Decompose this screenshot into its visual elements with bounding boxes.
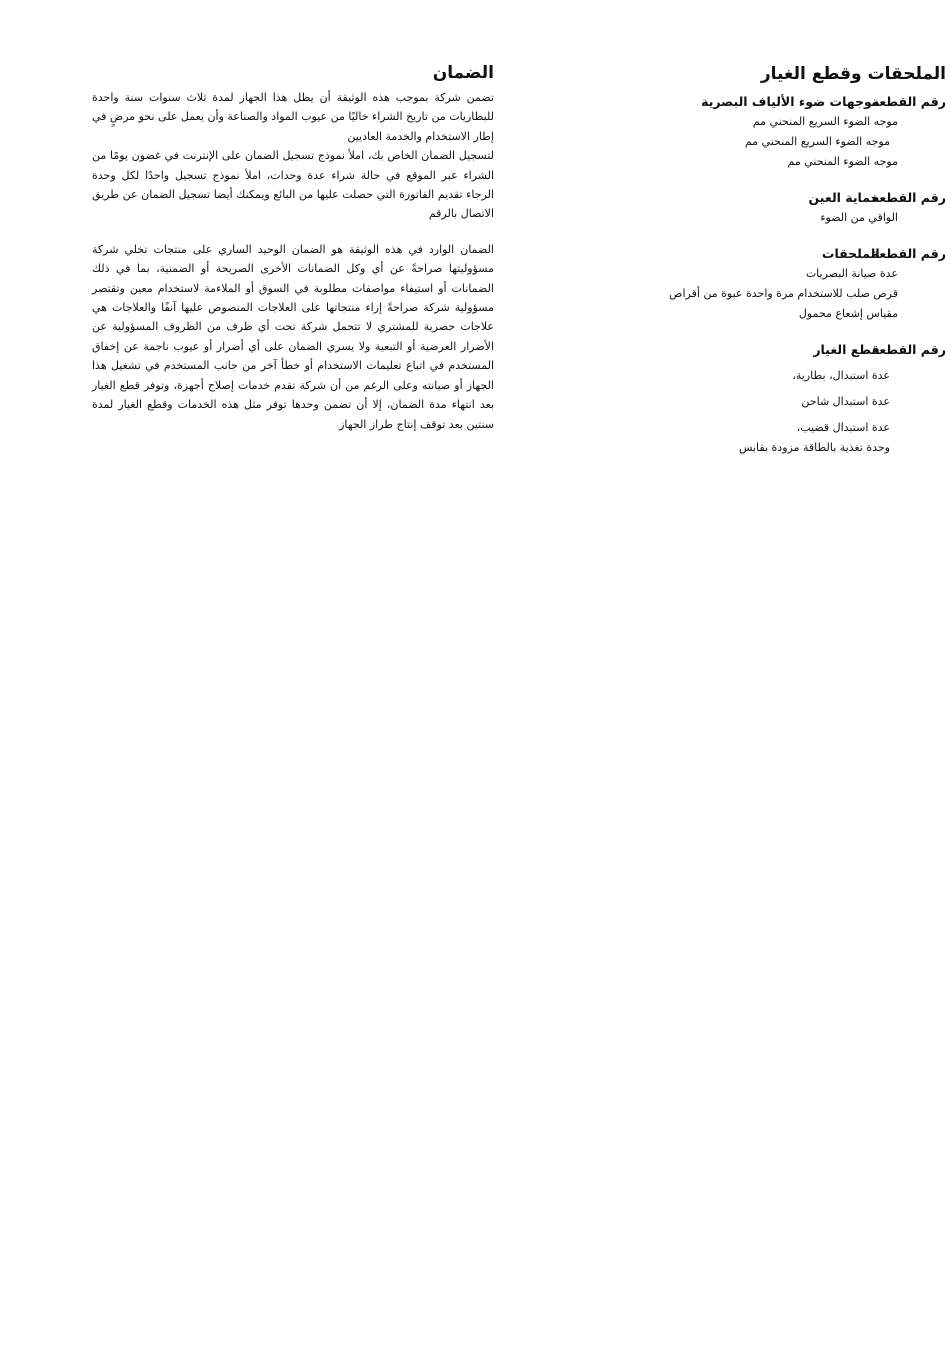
list-item: عدة استبدال، بطارية، xyxy=(792,369,890,382)
section-heading xyxy=(600,188,946,208)
list-item: مقياس إشعاع محمول xyxy=(798,307,898,320)
part-number-label: رقم القطعة xyxy=(871,190,946,205)
list-item: وحدة تغذية بالطاقة مزودة بقابس xyxy=(738,441,890,454)
accessories-column xyxy=(600,62,946,474)
list-item: الواقي من الضوء xyxy=(820,211,898,224)
accessories-title: الملحقات وقطع الغيار xyxy=(760,64,946,84)
section-title: حماية العين xyxy=(808,190,880,205)
section-title: موجهات ضوء الألياف البصرية xyxy=(701,94,880,109)
section-title: الملحقات xyxy=(821,246,880,261)
list-item: موجه الضوء المنحني مم xyxy=(787,155,898,168)
section-heading xyxy=(600,92,946,112)
part-number-label: رقم القطعة xyxy=(871,94,946,109)
list-item: موجه الضوء السريع المنحني مم xyxy=(744,135,890,148)
list-item: قرص صلب للاستخدام مرة واحدة عبوة من أقراص xyxy=(669,287,898,300)
section-heading xyxy=(600,244,946,264)
section-spare-parts xyxy=(600,340,946,458)
warranty-title: الضمان xyxy=(432,63,494,83)
list-item: عدة استبدال قضيب، xyxy=(796,421,890,434)
section-accessories xyxy=(600,244,946,324)
list-item: عدة صيانة البصريات xyxy=(805,267,898,280)
warranty-paragraph: تضمن شركة بموجب هذه الوثيقة أن يظل هذا الجهاز لمدة ثلاث سنوات سنة واحدة للبطاريات من تاريخ الشراء خاليًا من عيوب المواد والصناعة وأن يعمل على نحو مرضٍ في إطار الاستخدام والخدمة العاديين xyxy=(92,91,494,143)
list-item: موجه الضوء السريع المنحني مم xyxy=(752,115,898,128)
warranty-paragraph: الضمان الوارد في هذه الوثيقة هو الضمان الوحيد الساري على منتجات تخلي شركة مسؤوليتها صراحةً عن أي وكل الضمانات الأخرى الصريحة أو الضمنية، بما في ذلك الضمانات أو استيفاء مواصفات مطلوبة في السوق أو الملاءمة لاستخدام معين وتقتصر مسؤولية شركة صراحةً إزاء منتجاتها على العلاجات المنصوص عليها آنفًا والعلاجات هي علاجات حصرية للمشتري لا تتحمل شركة تحت أي ظرف من الظروف المسؤولية عن الأضرار العرضية أو التبعية ولا يسري الضمان على أي أضرار أو عيوب ناجمة عن إخفاق المستخدم في اتباع تعليمات الاستخدام أو خطأ آخر من جانب المستخدم في تشغيل هذا الجهاز أو صيانته وعلى الرغم من أن شركة تقدم خدمات إصلاح أجهزة، وتوفر قطع الغيار بعد انتهاء مدة الضمان، إلا أن تضمن وحدها توفر مثل هذه الخدمات وقطع الغيار لمدة سنتين بعد توقف إنتاج طراز الجهاز xyxy=(92,242,494,431)
part-number-label: رقم القطعة xyxy=(871,342,946,357)
section-fiber-light-guides xyxy=(600,92,946,172)
section-title: قطع الغيار xyxy=(813,342,880,357)
part-number-label: رقم القطعة xyxy=(871,246,946,261)
section-eye-protection xyxy=(600,188,946,228)
warranty-paragraph: لتسجيل الضمان الخاص بك، املأ نموذج تسجيل الضمان على الإنترنت في غضون يومًا من الشراء عبر الموقع في حالة شراء عدة وحدات، املأ نموذج تسجيل واحدًا لكل وحدة الرجاء تقديم الفاتورة التي حصلت عليها من البائع ويمكنك أيضا تسجيل الضمان عن طريق الاتصال بالرقم xyxy=(92,149,494,221)
list-item: عدة استبدال شاحن xyxy=(801,395,890,408)
warranty-column xyxy=(92,62,494,450)
section-heading xyxy=(600,340,946,360)
